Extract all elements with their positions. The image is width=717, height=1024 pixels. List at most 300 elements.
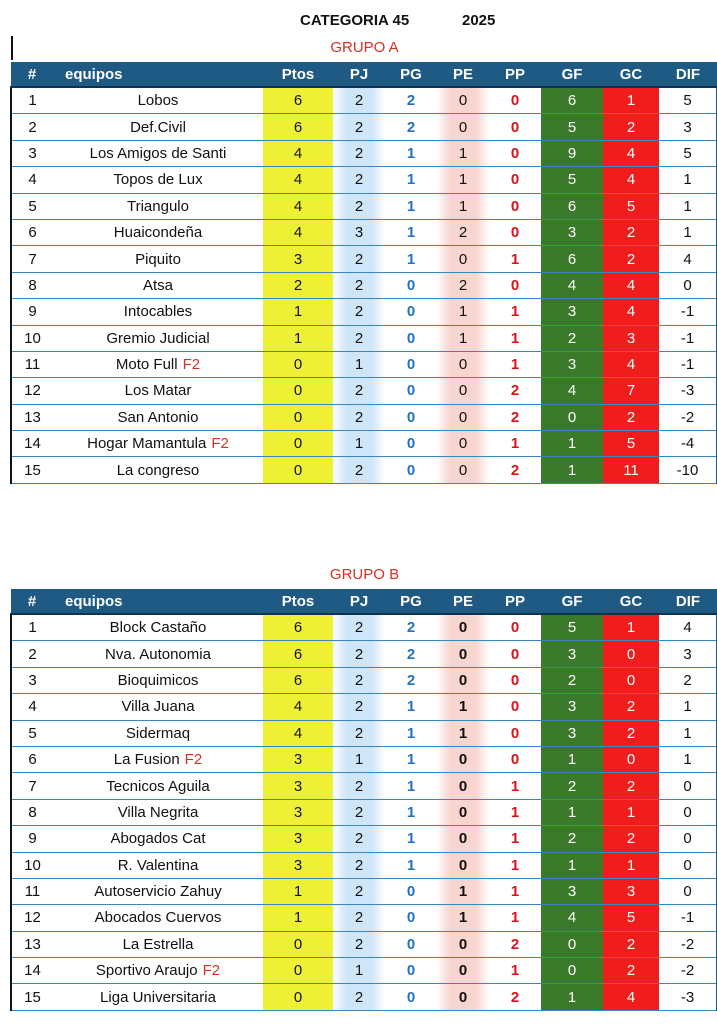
- team-name: La Fusion: [113, 751, 180, 769]
- gf-cell: 6: [541, 246, 603, 272]
- pe-cell: 1: [437, 299, 489, 325]
- pts-cell: 4: [263, 167, 333, 193]
- pj-cell: 2: [333, 826, 385, 852]
- pj-cell: 2: [333, 167, 385, 193]
- dif-cell: 1: [659, 720, 717, 746]
- pg-cell: 0: [385, 378, 437, 404]
- pp-cell: 0: [489, 694, 541, 720]
- pg-cell: 1: [385, 852, 437, 878]
- team-name: Huaicondeña: [113, 224, 203, 242]
- gc-cell: 3: [603, 325, 659, 351]
- gc-cell: 7: [603, 378, 659, 404]
- gc-cell: 4: [603, 272, 659, 298]
- pe-cell: 0: [437, 431, 489, 457]
- pe-cell: 0: [437, 246, 489, 272]
- pp-cell: 1: [489, 246, 541, 272]
- pos-cell: 12: [11, 905, 53, 931]
- pp-cell: 0: [489, 746, 541, 772]
- team-name: La Estrella: [122, 935, 194, 953]
- dif-cell: 3: [659, 114, 717, 140]
- team-name: Def.Civil: [130, 118, 186, 136]
- col-header-team: equipos: [53, 62, 263, 87]
- category-title: CATEGORIA 45: [300, 12, 410, 29]
- pe-cell: 0: [437, 378, 489, 404]
- team-name: Villa Negrita: [117, 803, 199, 821]
- pe-cell: 1: [437, 720, 489, 746]
- pos-cell: 15: [11, 984, 53, 1010]
- pe-cell: 0: [437, 931, 489, 957]
- pp-cell: 1: [489, 878, 541, 904]
- pos-cell: 9: [11, 299, 53, 325]
- dif-cell: 0: [659, 852, 717, 878]
- table-row: [11, 140, 717, 166]
- gf-cell: 5: [541, 614, 603, 641]
- team-cell: [53, 167, 263, 193]
- group-b-table: [10, 589, 717, 1011]
- team-cell: [53, 878, 263, 904]
- gc-cell: 0: [603, 667, 659, 693]
- gc-cell: 2: [603, 219, 659, 245]
- table-row: [11, 325, 717, 351]
- gc-cell: 1: [603, 799, 659, 825]
- pts-cell: 3: [263, 746, 333, 772]
- gf-cell: 9: [541, 140, 603, 166]
- pj-cell: 2: [333, 852, 385, 878]
- pp-cell: 2: [489, 931, 541, 957]
- team-cell: [53, 720, 263, 746]
- dif-cell: -1: [659, 905, 717, 931]
- pj-cell: 2: [333, 773, 385, 799]
- gf-cell: 4: [541, 378, 603, 404]
- pp-cell: 0: [489, 87, 541, 114]
- pj-cell: 2: [333, 272, 385, 298]
- team-name: R. Valentina: [117, 856, 199, 874]
- dif-cell: -2: [659, 404, 717, 430]
- pg-cell: 2: [385, 667, 437, 693]
- team-name: Nva. Autonomia: [105, 645, 211, 663]
- pts-cell: 6: [263, 114, 333, 140]
- gc-cell: 4: [603, 167, 659, 193]
- pts-cell: 4: [263, 720, 333, 746]
- pos-cell: 13: [11, 404, 53, 430]
- gf-cell: 1: [541, 746, 603, 772]
- team-cell: [53, 667, 263, 693]
- gf-cell: 3: [541, 641, 603, 667]
- pg-cell: 1: [385, 193, 437, 219]
- dif-cell: 5: [659, 140, 717, 166]
- pts-cell: 0: [263, 958, 333, 984]
- pj-cell: 2: [333, 694, 385, 720]
- pos-cell: 7: [11, 773, 53, 799]
- pts-cell: 0: [263, 984, 333, 1010]
- dif-cell: -1: [659, 325, 717, 351]
- pg-cell: 1: [385, 826, 437, 852]
- pts-cell: 1: [263, 325, 333, 351]
- pe-cell: 1: [437, 694, 489, 720]
- pe-cell: 1: [437, 905, 489, 931]
- gf-cell: 1: [541, 431, 603, 457]
- dif-cell: 1: [659, 694, 717, 720]
- gf-cell: 5: [541, 114, 603, 140]
- f2-tag: F2: [182, 356, 201, 374]
- dif-cell: -3: [659, 378, 717, 404]
- table-header-row: [11, 589, 717, 614]
- table-row: [11, 984, 717, 1010]
- team-cell: [53, 351, 263, 377]
- group-b-body: [11, 614, 717, 1010]
- pp-cell: 0: [489, 641, 541, 667]
- pts-cell: 3: [263, 773, 333, 799]
- pts-cell: 3: [263, 246, 333, 272]
- col-header-gf: GF: [541, 62, 603, 87]
- pj-cell: 2: [333, 905, 385, 931]
- pts-cell: 6: [263, 87, 333, 114]
- pts-cell: 4: [263, 694, 333, 720]
- pg-cell: 0: [385, 299, 437, 325]
- team-cell: [53, 193, 263, 219]
- pe-cell: 0: [437, 667, 489, 693]
- pos-cell: 5: [11, 193, 53, 219]
- pos-cell: 12: [11, 378, 53, 404]
- pp-cell: 1: [489, 958, 541, 984]
- gc-cell: 5: [603, 193, 659, 219]
- pp-cell: 0: [489, 667, 541, 693]
- pts-cell: 4: [263, 193, 333, 219]
- gc-cell: 0: [603, 641, 659, 667]
- pj-cell: 1: [333, 351, 385, 377]
- team-name: Hogar Mamantula: [87, 435, 207, 453]
- pos-cell: 9: [11, 826, 53, 852]
- pg-cell: 0: [385, 984, 437, 1010]
- dif-cell: 1: [659, 193, 717, 219]
- table-header-row: [11, 62, 717, 87]
- table-row: [11, 958, 717, 984]
- col-header-pg: PG: [385, 62, 437, 87]
- table-row: [11, 641, 717, 667]
- gc-cell: 0: [603, 746, 659, 772]
- team-name: San Antonio: [117, 408, 199, 426]
- gc-cell: 1: [603, 852, 659, 878]
- pg-cell: 1: [385, 720, 437, 746]
- gc-cell: 2: [603, 826, 659, 852]
- table-row: [11, 667, 717, 693]
- pp-cell: 1: [489, 773, 541, 799]
- pp-cell: 0: [489, 272, 541, 298]
- pp-cell: 1: [489, 431, 541, 457]
- pg-cell: 0: [385, 457, 437, 483]
- dif-cell: -3: [659, 984, 717, 1010]
- gf-cell: 6: [541, 193, 603, 219]
- pj-cell: 1: [333, 746, 385, 772]
- pg-cell: 1: [385, 246, 437, 272]
- col-header-gc: GC: [603, 62, 659, 87]
- pos-cell: 2: [11, 641, 53, 667]
- col-header-pos: #: [11, 62, 53, 87]
- gc-cell: 2: [603, 720, 659, 746]
- pg-cell: 1: [385, 219, 437, 245]
- pts-cell: 6: [263, 614, 333, 641]
- team-cell: [53, 852, 263, 878]
- pts-cell: 1: [263, 905, 333, 931]
- table-row: [11, 852, 717, 878]
- gf-cell: 2: [541, 773, 603, 799]
- pos-cell: 8: [11, 272, 53, 298]
- table-row: [11, 905, 717, 931]
- pe-cell: 0: [437, 799, 489, 825]
- gc-cell: 4: [603, 351, 659, 377]
- col-header-pj: PJ: [333, 62, 385, 87]
- team-name: Intocables: [123, 303, 193, 321]
- team-cell: [53, 114, 263, 140]
- gf-cell: 3: [541, 878, 603, 904]
- dif-cell: 5: [659, 87, 717, 114]
- col-header-pts: Ptos: [263, 589, 333, 614]
- pg-cell: 0: [385, 905, 437, 931]
- team-cell: [53, 746, 263, 772]
- team-cell: [53, 958, 263, 984]
- pj-cell: 2: [333, 299, 385, 325]
- pg-cell: 1: [385, 140, 437, 166]
- col-header-gc: GC: [603, 589, 659, 614]
- col-header-gf: GF: [541, 589, 603, 614]
- table-row: [11, 404, 717, 430]
- pg-cell: 1: [385, 167, 437, 193]
- team-name: Block Castaño: [109, 619, 207, 637]
- gc-cell: 2: [603, 404, 659, 430]
- gf-cell: 3: [541, 299, 603, 325]
- pe-cell: 0: [437, 641, 489, 667]
- pe-cell: 0: [437, 87, 489, 114]
- table-row: [11, 193, 717, 219]
- table-row: [11, 746, 717, 772]
- team-name: Atsa: [142, 276, 173, 294]
- pts-cell: 4: [263, 140, 333, 166]
- team-cell: [53, 773, 263, 799]
- col-header-pos: #: [11, 589, 53, 614]
- team-cell: [53, 694, 263, 720]
- table-row: [11, 878, 717, 904]
- team-cell: [53, 799, 263, 825]
- year-label: 2025: [462, 12, 496, 29]
- f2-tag: F2: [202, 962, 221, 980]
- gf-cell: 1: [541, 457, 603, 483]
- col-header-pj: PJ: [333, 589, 385, 614]
- pj-cell: 2: [333, 140, 385, 166]
- pp-cell: 1: [489, 852, 541, 878]
- team-name: Los Amigos de Santi: [89, 144, 227, 162]
- pg-cell: 1: [385, 694, 437, 720]
- team-name: Bioquimicos: [117, 671, 199, 689]
- pj-cell: 2: [333, 378, 385, 404]
- col-header-pe: PE: [437, 589, 489, 614]
- dif-cell: 1: [659, 167, 717, 193]
- col-header-dif: DIF: [659, 62, 717, 87]
- team-cell: [53, 826, 263, 852]
- dif-cell: 1: [659, 219, 717, 245]
- gc-cell: 1: [603, 87, 659, 114]
- team-name: Liga Universitaria: [100, 988, 216, 1006]
- gf-cell: 0: [541, 404, 603, 430]
- pos-cell: 14: [11, 431, 53, 457]
- col-header-pp: PP: [489, 589, 541, 614]
- pe-cell: 0: [437, 958, 489, 984]
- team-name: Los Matar: [124, 382, 192, 400]
- pj-cell: 2: [333, 457, 385, 483]
- pp-cell: 2: [489, 457, 541, 483]
- table-row: [11, 299, 717, 325]
- pts-cell: 3: [263, 852, 333, 878]
- col-header-team: equipos: [53, 589, 263, 614]
- gc-cell: 2: [603, 958, 659, 984]
- pp-cell: 2: [489, 404, 541, 430]
- gf-cell: 2: [541, 325, 603, 351]
- pp-cell: 2: [489, 984, 541, 1010]
- team-name: La congreso: [116, 461, 200, 479]
- pos-cell: 3: [11, 140, 53, 166]
- pj-cell: 2: [333, 404, 385, 430]
- team-name: Tecnicos Aguila: [106, 777, 210, 795]
- pe-cell: 2: [437, 219, 489, 245]
- pe-cell: 1: [437, 193, 489, 219]
- pos-cell: 14: [11, 958, 53, 984]
- table-row: [11, 246, 717, 272]
- gf-cell: 2: [541, 667, 603, 693]
- gc-cell: 11: [603, 457, 659, 483]
- pe-cell: 0: [437, 351, 489, 377]
- pe-cell: 0: [437, 852, 489, 878]
- pg-cell: 2: [385, 614, 437, 641]
- col-header-pp: PP: [489, 62, 541, 87]
- team-cell: [53, 378, 263, 404]
- dif-cell: 3: [659, 641, 717, 667]
- table-row: [11, 720, 717, 746]
- team-cell: [53, 641, 263, 667]
- pos-cell: 7: [11, 246, 53, 272]
- col-header-dif: DIF: [659, 589, 717, 614]
- team-name: Topos de Lux: [113, 171, 203, 189]
- team-name: Triangulo: [127, 197, 189, 215]
- gf-cell: 1: [541, 799, 603, 825]
- pe-cell: 1: [437, 325, 489, 351]
- pp-cell: 0: [489, 114, 541, 140]
- pj-cell: 2: [333, 614, 385, 641]
- col-header-pg: PG: [385, 589, 437, 614]
- gc-cell: 5: [603, 431, 659, 457]
- gf-cell: 5: [541, 167, 603, 193]
- pp-cell: 1: [489, 325, 541, 351]
- pg-cell: 2: [385, 641, 437, 667]
- pos-cell: 15: [11, 457, 53, 483]
- pts-cell: 1: [263, 878, 333, 904]
- pe-cell: 0: [437, 404, 489, 430]
- pg-cell: 0: [385, 431, 437, 457]
- pg-cell: 0: [385, 878, 437, 904]
- table-row: [11, 799, 717, 825]
- gf-cell: 6: [541, 87, 603, 114]
- pts-cell: 0: [263, 404, 333, 430]
- team-cell: [53, 431, 263, 457]
- pp-cell: 0: [489, 140, 541, 166]
- team-cell: [53, 219, 263, 245]
- pos-cell: 11: [11, 351, 53, 377]
- table-row: [11, 378, 717, 404]
- pos-cell: 1: [11, 614, 53, 641]
- gf-cell: 1: [541, 984, 603, 1010]
- team-cell: [53, 246, 263, 272]
- gc-cell: 3: [603, 878, 659, 904]
- pts-cell: 6: [263, 641, 333, 667]
- gf-cell: 0: [541, 931, 603, 957]
- pp-cell: 1: [489, 826, 541, 852]
- f2-tag: F2: [184, 751, 203, 769]
- gc-cell: 4: [603, 140, 659, 166]
- table-row: [11, 431, 717, 457]
- pos-cell: 6: [11, 746, 53, 772]
- dif-cell: 4: [659, 246, 717, 272]
- pos-cell: 8: [11, 799, 53, 825]
- gf-cell: 2: [541, 826, 603, 852]
- pj-cell: 2: [333, 878, 385, 904]
- pts-cell: 0: [263, 378, 333, 404]
- pts-cell: 0: [263, 351, 333, 377]
- gc-cell: 2: [603, 773, 659, 799]
- team-name: Sidermaq: [125, 724, 191, 742]
- pp-cell: 0: [489, 720, 541, 746]
- pts-cell: 1: [263, 299, 333, 325]
- pp-cell: 0: [489, 193, 541, 219]
- table-row: [11, 694, 717, 720]
- team-cell: [53, 325, 263, 351]
- pg-cell: 0: [385, 272, 437, 298]
- pj-cell: 2: [333, 931, 385, 957]
- pts-cell: 3: [263, 826, 333, 852]
- pe-cell: 0: [437, 773, 489, 799]
- team-name: Piquito: [135, 250, 181, 268]
- table-row: [11, 87, 717, 114]
- team-name: Abocados Cuervos: [94, 909, 222, 927]
- pe-cell: 0: [437, 114, 489, 140]
- dif-cell: -1: [659, 351, 717, 377]
- pg-cell: 2: [385, 114, 437, 140]
- pts-cell: 6: [263, 667, 333, 693]
- gc-cell: 4: [603, 299, 659, 325]
- pp-cell: 1: [489, 905, 541, 931]
- gf-cell: 1: [541, 852, 603, 878]
- team-name: Autoservicio Zahuy: [94, 883, 222, 901]
- dif-cell: 0: [659, 878, 717, 904]
- table-row: [11, 167, 717, 193]
- pe-cell: 0: [437, 614, 489, 641]
- gf-cell: 4: [541, 905, 603, 931]
- group-b-title: GRUPO B: [329, 566, 400, 583]
- team-name: Moto Full: [115, 356, 178, 374]
- pj-cell: 2: [333, 720, 385, 746]
- pos-cell: 10: [11, 325, 53, 351]
- team-cell: [53, 140, 263, 166]
- col-header-pe: PE: [437, 62, 489, 87]
- dif-cell: 2: [659, 667, 717, 693]
- pj-cell: 1: [333, 431, 385, 457]
- dif-cell: 0: [659, 799, 717, 825]
- gc-cell: 2: [603, 246, 659, 272]
- dif-cell: -4: [659, 431, 717, 457]
- pg-cell: 0: [385, 404, 437, 430]
- pg-cell: 2: [385, 87, 437, 114]
- team-cell: [53, 931, 263, 957]
- pj-cell: 2: [333, 325, 385, 351]
- pos-cell: 10: [11, 852, 53, 878]
- pj-cell: 1: [333, 958, 385, 984]
